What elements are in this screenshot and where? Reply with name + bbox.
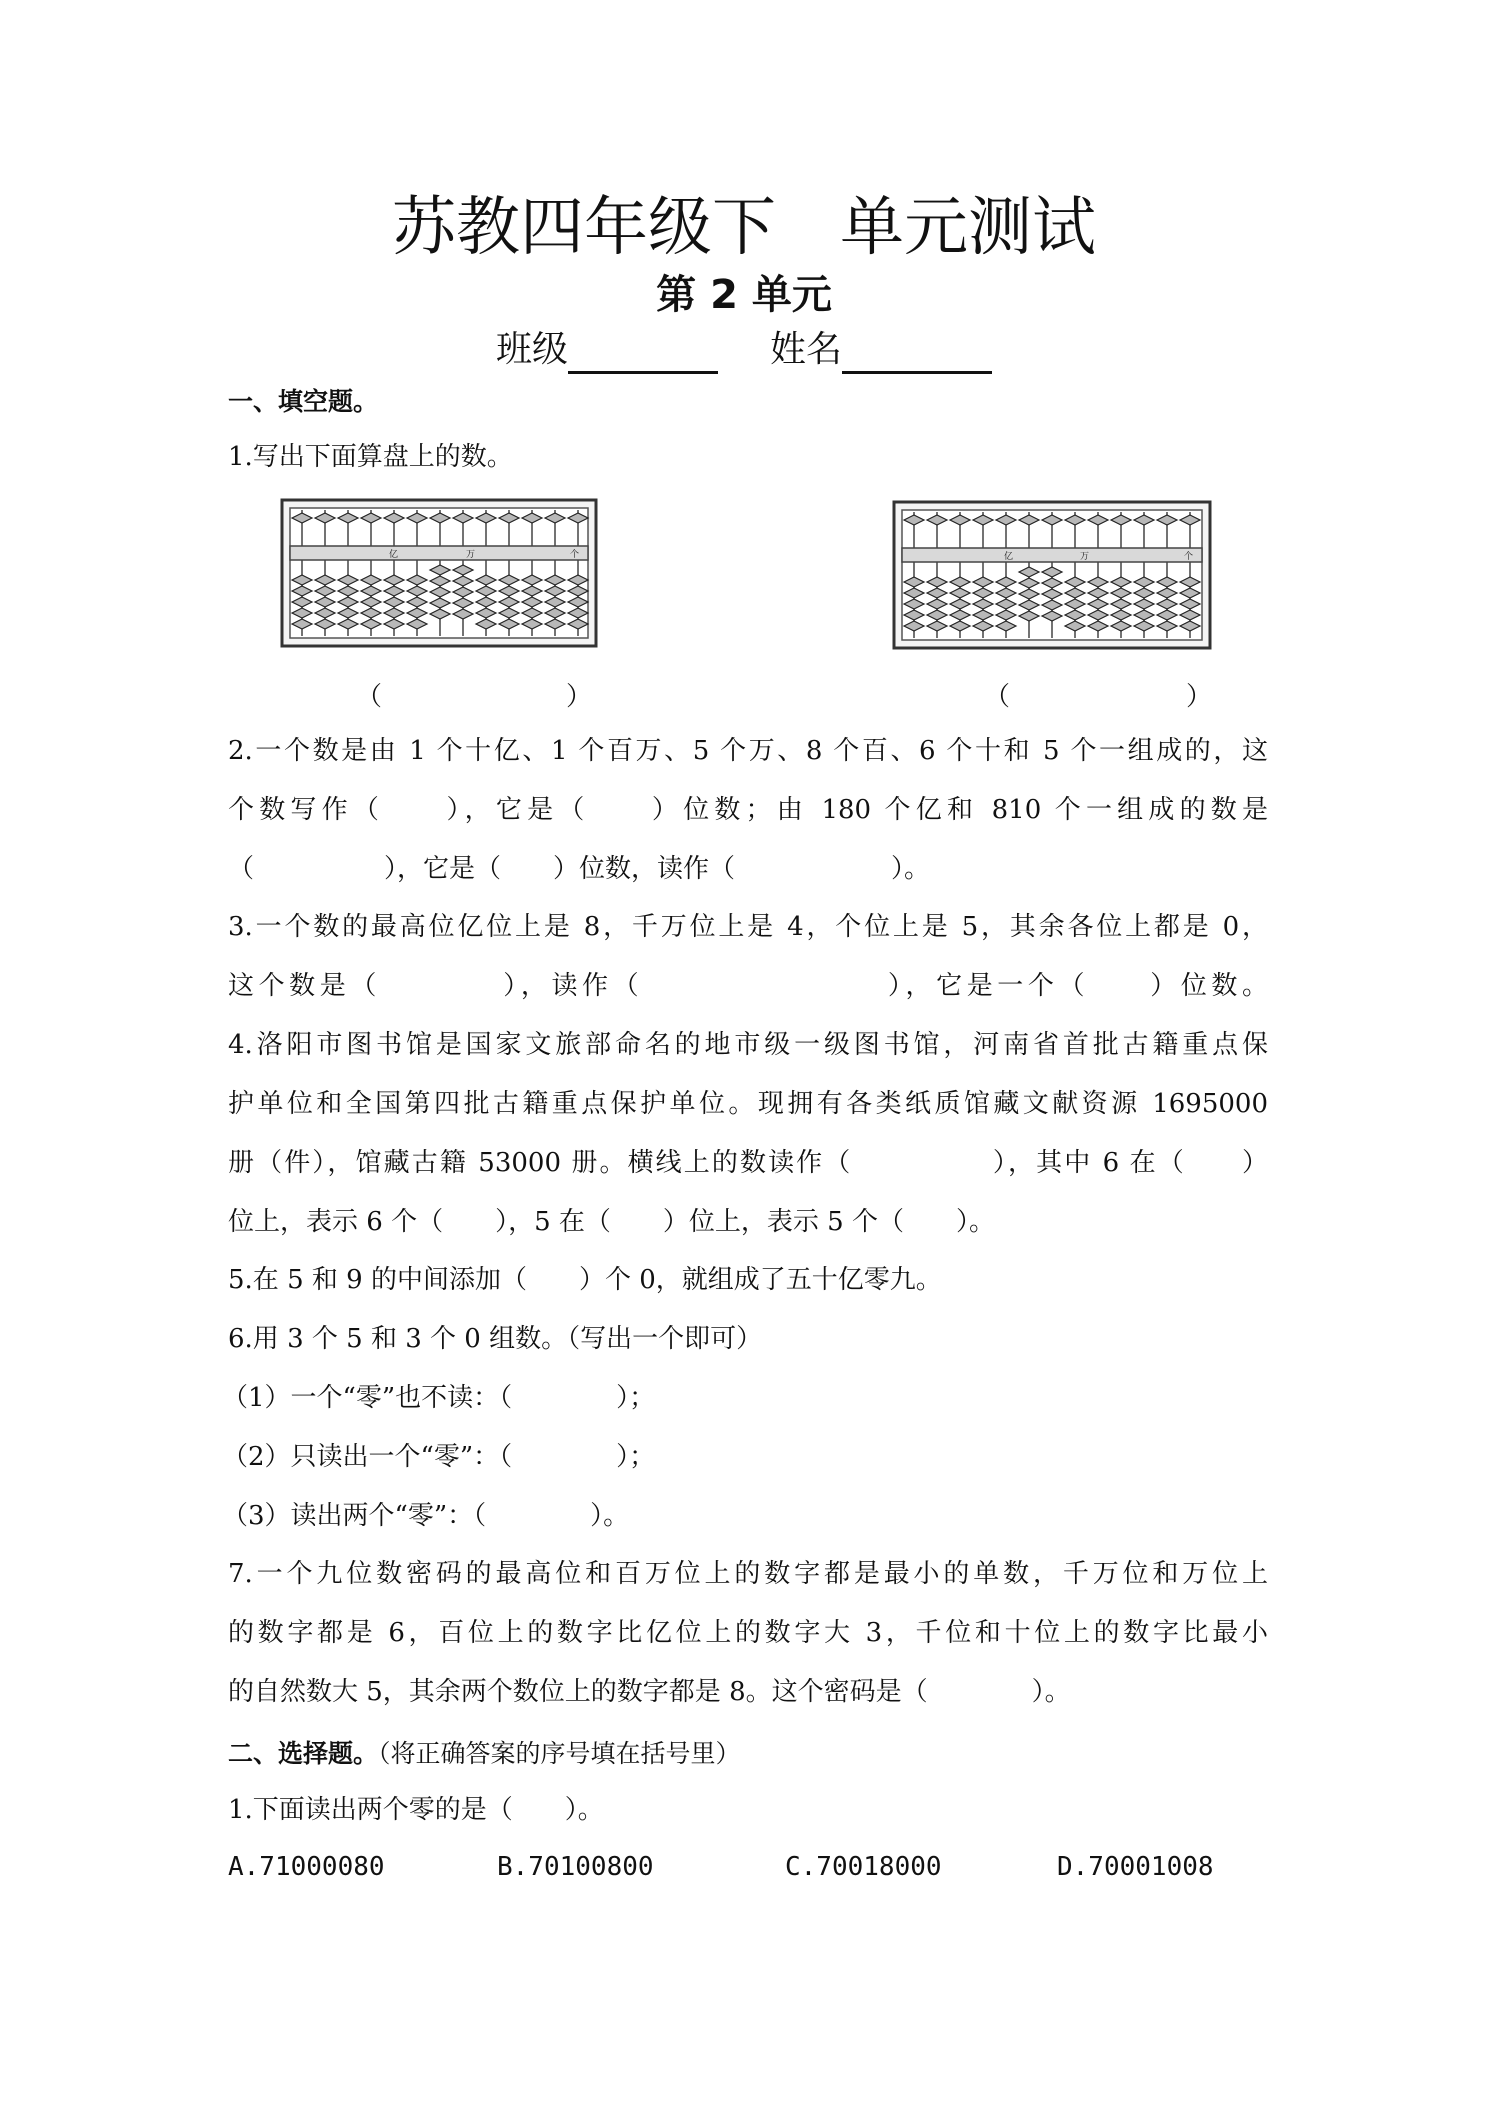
question-1-4-line-1: 4.洛阳市图书馆是国家文旅部命名的地市级一级图书馆，河南省首批古籍重点保 [228,1030,1268,1060]
question-1-4-line-2: 护单位和全国第四批古籍重点保护单位。现拥有各类纸质馆藏文献资源 1695000 [228,1089,1268,1119]
student-info-line [0,326,1488,374]
option-a[interactable]: A.71000080 [228,1852,385,1882]
question-1-6-text: 6.用 3 个 5 和 3 个 0 组数。（写出一个即可） [228,1324,763,1354]
question-1-2-line-3: （ ），它是（ ）位数，读作（ ）。 [228,854,931,884]
question-1-3-line-1: 3.一个数的最高位亿位上是 8，千万位上是 4，个位上是 5，其余各位上都是 0， [228,912,1268,942]
option-c[interactable]: C.70018000 [785,1852,942,1882]
question-1-7-line-3: 的自然数大 5，其余两个数位上的数字都是 8。这个密码是（ ）。 [228,1677,1071,1707]
question-2-1-text: 1.下面读出两个零的是（ ）。 [228,1795,604,1825]
question-1-2-line-2: 个数写作（ ），它是（ ）位数；由 180 个亿和 810 个一组成的数是 [228,795,1268,825]
section-choice-note: （将正确答案的序号填在括号里） [378,1739,741,1768]
question-1-6-part-3: （3）读出两个“零”：（ ）。 [222,1501,630,1531]
name-label: 姓名 [770,329,843,370]
answer-paren-1-right: ） [566,682,593,712]
answer-paren-2-left: （ [984,682,1011,712]
abacus-2-label-ge: 个 [1184,552,1194,562]
question-1-1-text: 1.写出下面算盘上的数。 [228,442,513,472]
title-grade: 苏教四年级下 [392,191,776,265]
abacus-1-label-wan: 万 [466,550,476,560]
abacus-2 [892,500,1212,650]
answer-paren-2-right: ） [1186,682,1213,712]
question-1-3-line-2: 这个数是（ ），读作（ ），它是一个（ ）位数。 [228,971,1268,1001]
title-test: 单元测试 [840,191,1096,265]
question-1-2-line-1: 2.一个数是由 1 个十亿、1 个百万、5 个万、8 个百、6 个十和 5 个一组成的，这 [228,736,1268,766]
abacus-1-label-ge: 个 [570,550,580,560]
question-1-4-line-3: 册（件），馆藏古籍 53000 册。横线上的数读作（ ），其中 6 在（ ） [228,1148,1268,1178]
question-1-7-line-1: 7.一个九位数密码的最高位和百万位上的数字都是最小的单数，千万位和万位上 [228,1559,1268,1589]
abacus-1 [280,498,598,648]
question-1-4-line-4: 位上，表示 6 个（ ），5 在（ ）位上，表示 5 个（ ）。 [228,1207,995,1237]
answer-paren-1-left: （ [356,682,383,712]
option-b[interactable]: B.70100800 [497,1852,654,1882]
abacus-1-label-yi: 亿 [389,550,399,560]
class-blank[interactable] [568,333,718,374]
abacus-2-label-yi: 亿 [1004,552,1014,562]
section-choice-title: 二、选择题。 [228,1739,379,1768]
question-1-6-part-1: （1）一个“零”也不读：（ ）； [222,1383,656,1413]
question-1-5-text: 5.在 5 和 9 的中间添加（ ）个 0，就组成了五十亿零九。 [228,1265,942,1295]
page-title [0,188,1488,268]
question-1-7-line-2: 的数字都是 6，百位上的数字比亿位上的数字大 3，千位和十位上的数字比最小 [228,1618,1268,1648]
section-choice-heading [228,1734,741,1770]
unit-subtitle: 第 2 单元 [656,272,832,318]
option-d[interactable]: D.70001008 [1057,1852,1214,1882]
question-1-6-part-2: （2）只读出一个“零”：（ ）； [222,1442,656,1472]
abacus-2-label-wan: 万 [1080,552,1090,562]
name-blank[interactable] [842,333,992,374]
section-fill-in-heading: 一、填空题。 [228,387,379,416]
class-label: 班级 [495,329,568,370]
